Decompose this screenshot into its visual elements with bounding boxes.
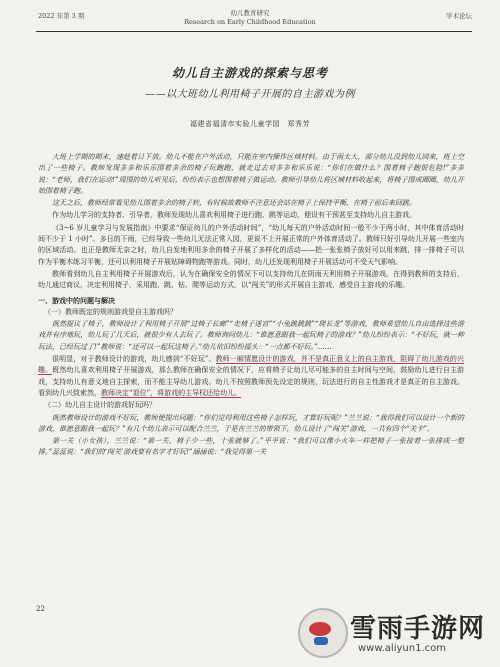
- body-paragraph-2: 《3~6 岁儿童学习与发展指南》中要求“保证幼儿的户外活动时间”，“幼儿每天的户外活动时间一般不少于两小时，其中体育活动时间不少于 1 小时”。多日的下雨，已经导致一些幼儿无法正常入园，更说不上开展正常的户外体育活动了。教师只好引导幼儿开展一些室内的区域活动。也正是教师无奈之时，幼儿自发地利用多余的椅子开展了多样化的活动——把一张张椅子放好可以用来跳，排一排椅子可以作为平衡木练习平衡，还可以利用椅子开展钻障碍物跑等游戏。同时，幼儿还发现利用椅子开展活动可不受天气影响。: [38, 223, 464, 266]
- body-paragraph-1: 作为幼儿学习的支持者、引导者，教师发现幼儿喜欢利用椅子进行跑、跳等运动，便设有干预甚至支持幼儿自主游戏。: [52, 211, 416, 220]
- watermark-logo-icon: [298, 608, 348, 658]
- watermark-url: www.aliyun1.com: [358, 643, 446, 654]
- article-author: 福建省福清市实验儿童学园 郑秀芳: [190, 120, 310, 128]
- body-paragraph-6: 既然教师设计的游戏不好玩，教师便提出问题：“你们觉得利用这些椅子怎样玩，才算好玩呢？”兰兰说：“我得我们可以设计一个新的游戏，谁愿意跟我一起玩？”有几个幼儿表示可以配合兰兰，于是在兰兰的带领下，幼儿设计了“闯关”游戏，一共有四个“关卡”。: [38, 413, 464, 433]
- body-paragraph-7: 第一关（小女孩），兰兰说：“第一关，椅子少一些，十张就够了。”平平说：“我们可以像小火车一样把椅子一张接着一张排成一整排。”蕊蕊说：“我们的‘闯关’游戏要有名字才好玩!”涵涵说：“我觉得第一关: [38, 437, 464, 457]
- abstract-paragraph: 大班上学期的期末，速趁着日下放。幼儿不能在户外活动，只能在室内操作区域材料。由于雨太大，部分幼儿没到幼儿园来，班上空出了一些椅子。教师发现多多和乐乐围着多余的椅子玩跑跑，就走过去对多多和乐乐说：“你们在做什么？围着椅子跑很危险!”多多说：“老师，我们在运动!”周围的幼儿听见后，纷纷表示也想围着椅子做运动。教师引导幼儿将区域材料收起来，将椅子围成圈圈，幼儿开始围着椅子跑。: [38, 153, 464, 195]
- para5-lead: 很明显，对于教师设计的游戏，幼儿感到“不好玩”。: [52, 355, 216, 364]
- watermark-name: 雪雨手游网: [350, 614, 486, 644]
- body-paragraph-3: 教师看到幼儿自主利用椅子开展游戏后，认为在确保安全的情况下可以支持幼儿在阴雨天利用椅子开展游戏。在得到教师的支持后，幼儿通过商议，决定利用椅子，采用跑、跳、钻、爬等运动方式，以“闯关”的形式开展自主游戏，感受自主游戏的乐趣。: [38, 269, 464, 290]
- article-subtitle: ——以大班幼儿利用椅子开展的自主游戏为例: [145, 89, 355, 100]
- issue-label: 2022 年第 3 期: [38, 12, 85, 20]
- subsection-heading-2: （二）幼儿自主设计的游戏好玩吗？: [44, 401, 156, 410]
- highlighted-sentence-2: 教师决定“退位”，将游戏的主导权还给幼儿。: [101, 388, 242, 397]
- journal-title-cn: 幼儿教育研究: [230, 9, 270, 17]
- subsection-heading-1: （一）教师既定的规则游戏是自主游戏吗？: [44, 307, 177, 316]
- header-rule: [36, 31, 472, 32]
- highlighted-sentence-1: 教师一厢情愿设计的游戏，并不是真正意义上的自主游戏，阻碍了幼儿游戏的兴趣。: [38, 355, 464, 375]
- page-number: 22: [36, 605, 45, 613]
- section-heading-1: 一、游戏中的问题与解决: [38, 295, 115, 305]
- column-label: 学术论坛: [446, 12, 472, 20]
- abstract-paragraph-2: 这天之后，教师经常看见幼儿围着多余的椅子转，有时候故教师不注意还会站在椅子上保持平衡，在椅子前后来回跳。: [52, 199, 416, 208]
- body-paragraph-5: [38, 354, 464, 399]
- para5-body: 既然幼儿喜欢利用椅子开展游戏，那么教师在确保安全的情况下，应将椅子让幼儿尽可能多的自主时间与空间，鼓励幼儿进行自主游戏，支持幼儿有意义地自主探索，而不能主导幼儿游戏。幼儿不按照教师预先设定的规则，玩法进行的自主性游戏才是真正的自主游戏。看到幼儿兴致索然，: [38, 366, 465, 397]
- article-title: 幼儿自主游戏的探索与思考: [171, 66, 328, 80]
- journal-title-en: Research on Early Childhood Education: [184, 18, 316, 26]
- body-paragraph-4: 既然提议了椅子，教师设计了利用椅子开展“过椅子长廊”“走椅子迷宫”“小兔跳跳跳”“爬长龙”等游戏，教师希望幼儿自由选择这些游戏并有序地玩，幼儿玩了几天后，就很少有人去玩了。教师询问幼儿：“谁愿意跟我一起玩椅子的游戏？”幼儿纷纷表示：“不好玩，就一种玩法，已经玩过了!”教师说：“还可以一起玩这椅子。”幼儿依旧纷纷摇头：“一点都不好玩。”……: [38, 320, 464, 351]
- journal-title: [0, 9, 500, 27]
- article-body: [38, 152, 464, 460]
- watermark: [298, 606, 488, 658]
